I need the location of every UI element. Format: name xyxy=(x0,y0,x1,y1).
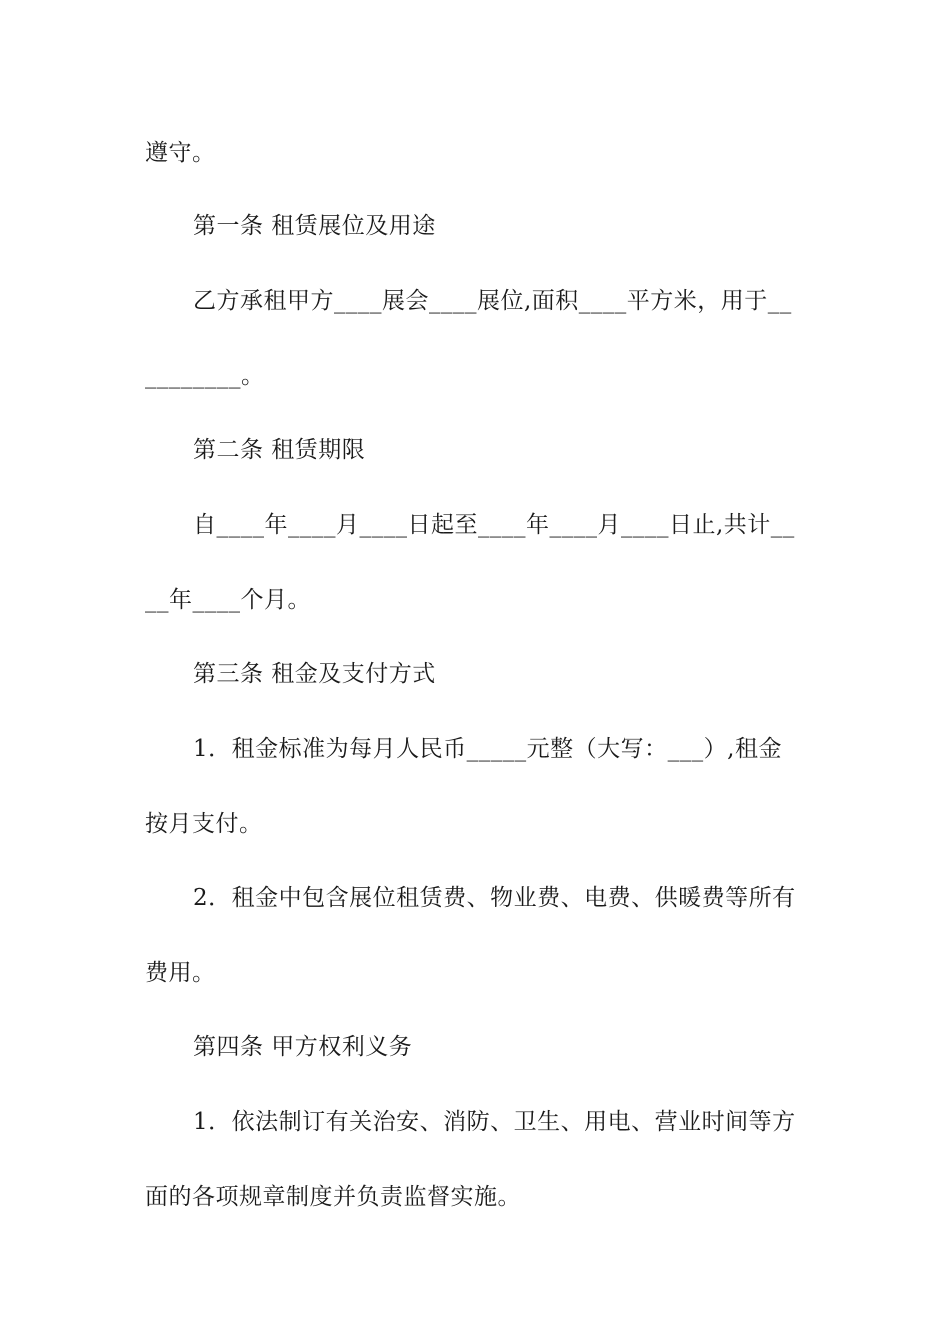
article-1-body-line-1: 乙方承租甲方____展会____展位,面积____平方米，用于__ xyxy=(193,288,792,314)
article-4-item-1-line-1: 1．依法制订有关治安、消防、卫生、用电、营业时间等方 xyxy=(193,1109,796,1135)
article-4-item-1-line-2: 面的各项规章制度并负责监督实施。 xyxy=(145,1184,521,1210)
paragraph-continuation: 遵守。 xyxy=(145,140,216,166)
article-4-heading: 第四条 甲方权利义务 xyxy=(193,1034,413,1060)
article-3-item-1-line-2: 按月支付。 xyxy=(145,811,263,837)
article-1-heading: 第一条 租赁展位及用途 xyxy=(193,213,436,239)
article-2-body-line-2: __年____个月。 xyxy=(145,587,311,613)
article-3-heading: 第三条 租金及支付方式 xyxy=(193,661,436,687)
article-3-item-2-line-2: 费用。 xyxy=(145,960,216,986)
article-2-heading: 第二条 租赁期限 xyxy=(193,437,366,463)
article-3-item-2-line-1: 2．租金中包含展位租赁费、物业费、电费、供暖费等所有 xyxy=(193,885,796,911)
article-2-body-line-1: 自____年____月____日起至____年____月____日止,共计__ xyxy=(193,512,795,538)
article-3-item-1-line-1: 1．租金标准为每月人民币_____元整（大写：___）,租金 xyxy=(193,736,782,762)
article-1-body-line-2: ________。 xyxy=(145,363,265,389)
